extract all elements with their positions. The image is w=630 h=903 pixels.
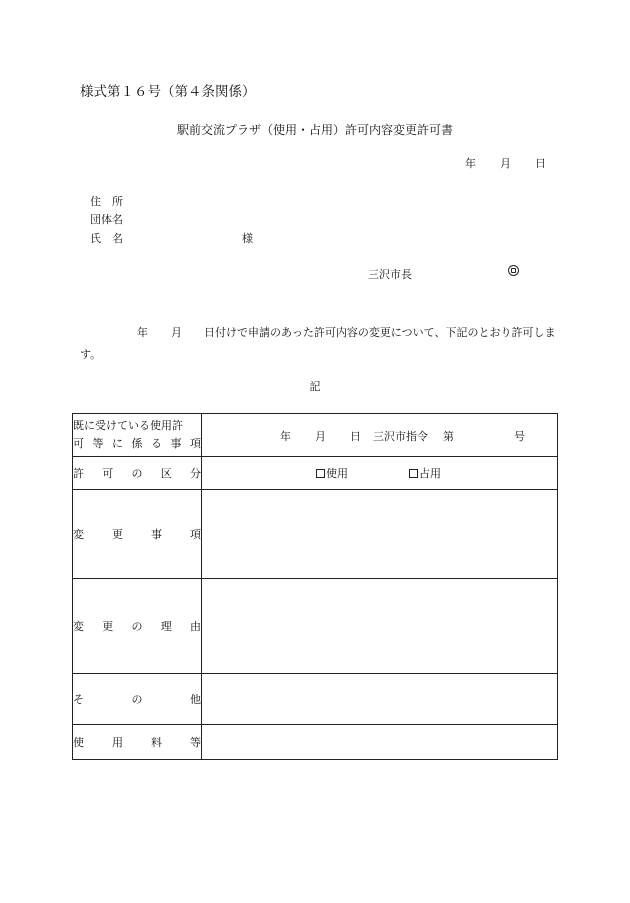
label-prev-permit: [73, 414, 202, 457]
form-number: 様式第１６号（第４条関係）: [80, 84, 256, 100]
prev-permit-day: 日: [350, 430, 361, 443]
option-use-label: 使用: [326, 467, 348, 480]
change-details-table: [72, 413, 558, 760]
prev-permit-month: 月: [315, 430, 326, 443]
value-fee[interactable]: [202, 725, 558, 760]
row-prev-permit: [73, 414, 558, 457]
name-label: 氏 名: [90, 232, 123, 245]
option-occupy-label: 占用: [419, 467, 441, 480]
option-occupy[interactable]: [409, 465, 441, 481]
honorific: 様: [242, 232, 253, 245]
row-other: [73, 674, 558, 725]
value-change-items[interactable]: [202, 490, 558, 579]
ki-heading: 記: [309, 380, 321, 393]
checkbox-use-icon[interactable]: [316, 469, 325, 478]
value-other[interactable]: [202, 674, 558, 725]
seal-icon: [508, 265, 519, 276]
row-fee: [73, 725, 558, 760]
issuer-title: 三沢市長: [368, 268, 412, 281]
value-prev-permit[interactable]: [202, 414, 558, 457]
document-title: 駅前交流プラザ（使用・占用）許可内容変更許可書: [176, 123, 453, 137]
label-change-items: 変 更 事 項: [73, 490, 202, 579]
prev-permit-go: 号: [514, 430, 525, 443]
address-label: 住 所: [90, 195, 123, 208]
row-permit-category: [73, 457, 558, 490]
value-permit-category: [202, 457, 558, 490]
option-use[interactable]: [316, 465, 348, 481]
row-change-items: [73, 490, 558, 579]
label-change-reason: 変 更 の 理 由: [73, 579, 202, 674]
date-day: 日: [535, 157, 546, 170]
body-paragraph: [80, 322, 558, 366]
label-permit-category: 許 可 の 区 分: [73, 457, 202, 490]
body-month: 月: [171, 326, 182, 339]
prev-permit-label-line1: 既に受けている使用許: [73, 419, 183, 432]
date-month: 月: [500, 157, 511, 170]
date-year: 年: [465, 157, 476, 170]
body-year: 年: [137, 326, 148, 339]
row-change-reason: [73, 579, 558, 674]
checkbox-occupy-icon[interactable]: [409, 469, 418, 478]
prev-permit-dai: 第: [443, 430, 454, 443]
body-text: 日付けで申請のあった許可内容の変更について、下記のとおり許可します。: [80, 326, 556, 361]
prev-permit-designation: 三沢市指令: [373, 430, 428, 443]
value-change-reason[interactable]: [202, 579, 558, 674]
label-fee: 使 用 料 等: [73, 725, 202, 760]
prev-permit-label-line2: 可 等 に 係 る 事 項: [73, 437, 201, 450]
label-other: そ の 他: [73, 674, 202, 725]
prev-permit-year: 年: [280, 430, 291, 443]
group-name-label: 団体名: [90, 213, 123, 226]
